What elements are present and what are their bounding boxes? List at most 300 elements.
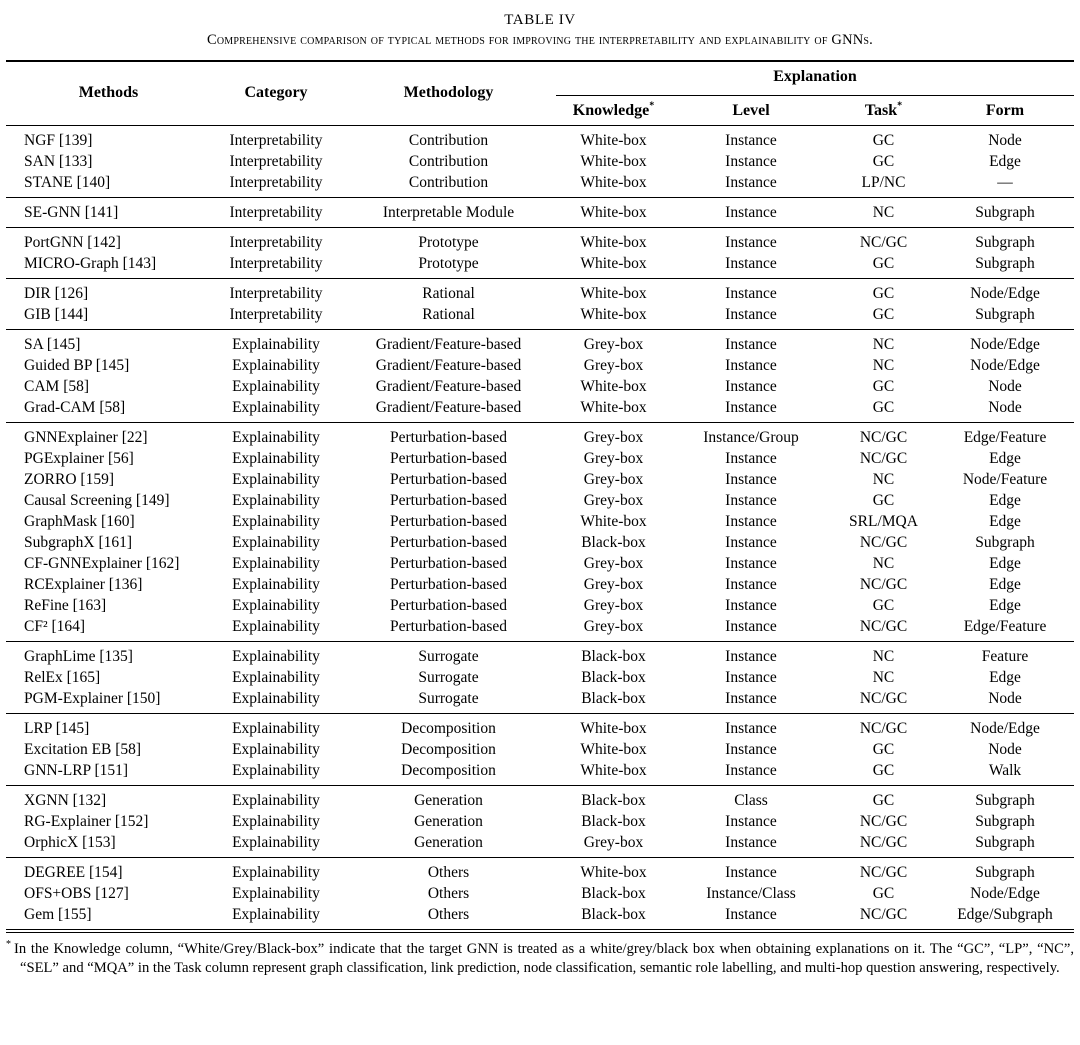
cell-knowledge: White-box <box>580 512 647 530</box>
cell-methodology: Gradient/Feature-based <box>375 356 522 374</box>
cell-methodology: Decomposition <box>401 740 496 758</box>
table-row <box>6 532 1074 553</box>
table-row <box>6 713 1074 739</box>
cell-knowledge: Black-box <box>581 533 646 551</box>
cell-form: Subgraph <box>975 812 1035 830</box>
cell-form: Subgraph <box>975 254 1035 272</box>
cell-task: GC <box>872 791 895 809</box>
cell-task: NC/GC <box>859 617 908 635</box>
cell-task: GC <box>872 254 895 272</box>
cell-method: RCExplainer [136] <box>24 575 143 593</box>
cell-methodology: Generation <box>414 812 483 830</box>
cell-level: Instance <box>725 719 777 737</box>
cell-task: NC/GC <box>859 575 908 593</box>
cell-methodology: Prototype <box>418 233 479 251</box>
cell-method: ZORRO [159] <box>24 470 114 488</box>
cell-task: NC/GC <box>859 689 908 707</box>
header-row-top <box>6 61 1074 95</box>
cell-form: Edge <box>989 554 1021 572</box>
cell-level: Instance <box>725 647 777 665</box>
table-row <box>6 904 1074 931</box>
cell-form: Edge/Subgraph <box>957 905 1053 923</box>
cell-category: Explainability <box>232 812 320 830</box>
cell-form: Edge <box>989 449 1021 467</box>
table-row <box>6 760 1074 786</box>
table-row <box>6 278 1074 304</box>
cell-category: Explainability <box>232 512 320 530</box>
cell-knowledge: White-box <box>580 152 647 170</box>
cell-knowledge: White-box <box>580 719 647 737</box>
cell-knowledge: Black-box <box>581 884 646 902</box>
cell-form: Node <box>988 689 1022 707</box>
table-row <box>6 151 1074 172</box>
cell-level: Instance <box>725 491 777 509</box>
cell-methodology: Perturbation-based <box>389 512 508 530</box>
cell-methodology: Contribution <box>408 173 489 191</box>
cell-method: PortGNN [142] <box>24 233 121 251</box>
table-row <box>6 595 1074 616</box>
cell-method: RelEx [165] <box>24 668 101 686</box>
table-group <box>6 125 1074 197</box>
cell-task: GC <box>872 491 895 509</box>
cell-level: Instance <box>725 131 777 149</box>
cell-level: Instance <box>725 470 777 488</box>
cell-methodology: Gradient/Feature-based <box>375 335 522 353</box>
cell-category: Explainability <box>232 533 320 551</box>
cell-task: NC/GC <box>859 833 908 851</box>
cell-method: DIR [126] <box>24 284 89 302</box>
cell-level: Instance <box>725 617 777 635</box>
table-title: TABLE IV <box>504 12 576 28</box>
cell-knowledge: White-box <box>580 377 647 395</box>
cell-category: Interpretability <box>229 284 323 302</box>
cell-knowledge: White-box <box>580 284 647 302</box>
cell-knowledge: White-box <box>580 131 647 149</box>
cell-level: Instance <box>725 668 777 686</box>
cell-knowledge: Grey-box <box>583 575 644 593</box>
cell-knowledge: Grey-box <box>583 617 644 635</box>
cell-methodology: Surrogate <box>418 647 479 665</box>
cell-task: NC/GC <box>859 812 908 830</box>
cell-method: XGNN [132] <box>24 791 107 809</box>
cell-form: Node <box>988 377 1022 395</box>
cell-category: Explainability <box>232 491 320 509</box>
table-row <box>6 883 1074 904</box>
cell-methodology: Others <box>427 884 470 902</box>
cell-form: Edge <box>989 575 1021 593</box>
cell-form: Subgraph <box>975 833 1035 851</box>
cell-category: Explainability <box>232 428 320 446</box>
cell-task: NC <box>872 356 895 374</box>
cell-task: GC <box>872 398 895 416</box>
column-header-form: Form <box>985 101 1025 119</box>
cell-task: NC/GC <box>859 233 908 251</box>
column-header-explanation: Explanation <box>556 61 1074 95</box>
cell-method: Grad-CAM [58] <box>24 398 126 416</box>
column-header-category: Category <box>244 84 308 102</box>
cell-methodology: Decomposition <box>401 719 496 737</box>
cell-method: RG-Explainer [152] <box>24 812 149 830</box>
cell-category: Interpretability <box>229 203 323 221</box>
table-row <box>6 832 1074 858</box>
cell-method: SubgraphX [161] <box>24 533 133 551</box>
table-row <box>6 641 1074 667</box>
cell-category: Interpretability <box>229 254 323 272</box>
cell-knowledge: White-box <box>580 740 647 758</box>
cell-level: Instance <box>725 863 777 881</box>
table-row <box>6 172 1074 198</box>
cell-level: Instance <box>725 449 777 467</box>
cell-method: OrphicX [153] <box>24 833 116 851</box>
methods-table <box>6 60 1074 933</box>
cell-method: DEGREE [154] <box>24 863 123 881</box>
cell-level: Instance <box>725 335 777 353</box>
cell-category: Explainability <box>232 647 320 665</box>
cell-task: GC <box>872 884 895 902</box>
table-group <box>6 278 1074 329</box>
cell-knowledge: Grey-box <box>583 470 644 488</box>
knowledge-label: Knowledge <box>572 101 650 119</box>
cell-knowledge: White-box <box>580 233 647 251</box>
cell-method: MICRO-Graph [143] <box>24 254 157 272</box>
cell-category: Explainability <box>232 905 320 923</box>
cell-category: Explainability <box>232 335 320 353</box>
cell-level: Instance <box>725 356 777 374</box>
cell-form: Subgraph <box>975 203 1035 221</box>
cell-form: Node <box>988 740 1022 758</box>
cell-method: GIB [144] <box>24 305 89 323</box>
cell-methodology: Perturbation-based <box>389 470 508 488</box>
cell-method: PGM-Explainer [150] <box>24 689 161 707</box>
cell-category: Explainability <box>232 833 320 851</box>
cell-form: Subgraph <box>975 863 1035 881</box>
cell-methodology: Contribution <box>408 131 489 149</box>
cell-category: Explainability <box>232 617 320 635</box>
table-row <box>6 490 1074 511</box>
cell-methodology: Rational <box>422 284 475 302</box>
cell-methodology: Gradient/Feature-based <box>375 377 522 395</box>
cell-form: Edge <box>989 668 1021 686</box>
cell-knowledge: Grey-box <box>583 491 644 509</box>
cell-methodology: Perturbation-based <box>389 449 508 467</box>
cell-method: GraphLime [135] <box>24 647 133 665</box>
cell-form: Subgraph <box>975 791 1035 809</box>
table-row <box>6 739 1074 760</box>
table-group <box>6 785 1074 857</box>
cell-methodology: Generation <box>414 791 483 809</box>
cell-category: Explainability <box>232 863 320 881</box>
cell-task: NC <box>872 335 895 353</box>
cell-category: Explainability <box>232 449 320 467</box>
cell-level: Instance <box>725 833 777 851</box>
table-row <box>6 253 1074 279</box>
cell-task: GC <box>872 740 895 758</box>
cell-method: PGExplainer [56] <box>24 449 134 467</box>
cell-form: Node/Edge <box>970 284 1040 302</box>
cell-form: Edge <box>989 512 1021 530</box>
cell-methodology: Interpretable Module <box>382 203 515 221</box>
cell-form: Node/Edge <box>970 356 1040 374</box>
table-row <box>6 355 1074 376</box>
cell-form: Edge/Feature <box>963 617 1047 635</box>
cell-task: NC <box>872 647 895 665</box>
table-row <box>6 125 1074 151</box>
cell-level: Instance <box>725 596 777 614</box>
cell-knowledge: White-box <box>580 863 647 881</box>
cell-category: Explainability <box>232 596 320 614</box>
cell-task: NC/GC <box>859 719 908 737</box>
cell-category: Explainability <box>232 356 320 374</box>
cell-method: SE-GNN [141] <box>24 203 119 221</box>
cell-knowledge: White-box <box>580 254 647 272</box>
cell-methodology: Surrogate <box>418 689 479 707</box>
footnote-text: In the Knowledge column, “White/Grey/Black-box” indicate that the target GNN is treated as a white/grey/black box when obtaining explanations on it. The “GC”, “LP”, “NC”, “SEL” and “MQA” in the Task column represent graph classification, link prediction, node classification, semantic role labelling, and multi-hop question answering, respectively. <box>14 940 1074 976</box>
cell-method: OFS+OBS [127] <box>24 884 129 902</box>
cell-category: Interpretability <box>229 173 323 191</box>
cell-category: Explainability <box>232 575 320 593</box>
cell-category: Interpretability <box>229 152 323 170</box>
cell-level: Instance <box>725 812 777 830</box>
table-group <box>6 329 1074 422</box>
cell-methodology: Perturbation-based <box>389 617 508 635</box>
cell-knowledge: Grey-box <box>583 833 644 851</box>
cell-task: GC <box>872 761 895 779</box>
cell-level: Instance <box>725 554 777 572</box>
cell-methodology: Perturbation-based <box>389 533 508 551</box>
footnote <box>6 940 1074 978</box>
cell-category: Explainability <box>232 398 320 416</box>
cell-knowledge: White-box <box>580 761 647 779</box>
cell-method: CF² [164] <box>24 617 86 635</box>
cell-method: Excitation EB [58] <box>24 740 142 758</box>
cell-methodology: Perturbation-based <box>389 596 508 614</box>
cell-knowledge: White-box <box>580 173 647 191</box>
cell-category: Explainability <box>232 884 320 902</box>
table-row <box>6 553 1074 574</box>
table-group <box>6 227 1074 278</box>
cell-methodology: Prototype <box>418 254 479 272</box>
cell-category: Interpretability <box>229 305 323 323</box>
cell-knowledge: Grey-box <box>583 554 644 572</box>
cell-methodology: Perturbation-based <box>389 428 508 446</box>
column-header-methodology: Methodology <box>403 84 494 102</box>
cell-form: Node/Edge <box>970 335 1040 353</box>
cell-task: NC/GC <box>859 863 908 881</box>
table-group <box>6 713 1074 785</box>
cell-methodology: Perturbation-based <box>389 554 508 572</box>
table-group <box>6 641 1074 713</box>
table-row <box>6 197 1074 227</box>
cell-task: NC/GC <box>859 449 908 467</box>
cell-task: GC <box>872 377 895 395</box>
table-header <box>6 61 1074 125</box>
cell-method: SA [145] <box>24 335 81 353</box>
cell-method: CAM [58] <box>24 377 90 395</box>
cell-knowledge: Black-box <box>581 905 646 923</box>
cell-task: GC <box>872 305 895 323</box>
cell-category: Explainability <box>232 791 320 809</box>
cell-task: GC <box>872 596 895 614</box>
cell-form: Walk <box>988 761 1022 779</box>
cell-level: Instance <box>725 152 777 170</box>
table-group <box>6 197 1074 227</box>
table-row <box>6 616 1074 642</box>
cell-methodology: Contribution <box>408 152 489 170</box>
cell-method: CF-GNNExplainer [162] <box>24 554 180 572</box>
cell-level: Instance <box>725 305 777 323</box>
cell-level: Instance <box>725 689 777 707</box>
cell-form: Node/Feature <box>962 470 1048 488</box>
cell-knowledge: White-box <box>580 203 647 221</box>
cell-method: GNNExplainer [22] <box>24 428 148 446</box>
cell-knowledge: Grey-box <box>583 449 644 467</box>
cell-category: Interpretability <box>229 131 323 149</box>
cell-knowledge: Black-box <box>581 668 646 686</box>
cell-form: Edge <box>989 152 1021 170</box>
table-caption: Comprehensive comparison of typical methods for improving the interpretability and explainability of GNNs. <box>206 32 874 48</box>
cell-level: Instance <box>725 203 777 221</box>
table-row <box>6 574 1074 595</box>
cell-method: STANE [140] <box>24 173 111 191</box>
table-row <box>6 304 1074 330</box>
cell-task: LP/NC <box>861 173 906 191</box>
cell-category: Explainability <box>232 554 320 572</box>
cell-level: Instance <box>725 761 777 779</box>
cell-level: Instance/Group <box>703 428 799 446</box>
table-row <box>6 511 1074 532</box>
table-row <box>6 329 1074 355</box>
cell-task: NC <box>872 668 895 686</box>
cell-method: LRP [145] <box>24 719 90 737</box>
cell-level: Instance <box>725 284 777 302</box>
cell-form: Edge <box>989 491 1021 509</box>
cell-knowledge: Grey-box <box>583 356 644 374</box>
cell-method: ReFine [163] <box>24 596 107 614</box>
cell-form: Node <box>988 398 1022 416</box>
cell-knowledge: Grey-box <box>583 428 644 446</box>
cell-task: NC <box>872 203 895 221</box>
cell-knowledge: White-box <box>580 398 647 416</box>
cell-category: Explainability <box>232 377 320 395</box>
cell-category: Explainability <box>232 761 320 779</box>
cell-method: Gem [155] <box>24 905 92 923</box>
cell-form: Node <box>988 131 1022 149</box>
table-row <box>6 811 1074 832</box>
column-header-task <box>831 95 936 125</box>
table-row <box>6 376 1074 397</box>
cell-methodology: Others <box>427 863 470 881</box>
cell-knowledge: Black-box <box>581 791 646 809</box>
cell-methodology: Perturbation-based <box>389 491 508 509</box>
cell-form: Subgraph <box>975 305 1035 323</box>
table-row <box>6 422 1074 448</box>
cell-task: NC <box>872 470 895 488</box>
cell-knowledge: White-box <box>580 305 647 323</box>
cell-knowledge: Black-box <box>581 812 646 830</box>
table-row <box>6 397 1074 423</box>
table-row <box>6 857 1074 883</box>
cell-methodology: Perturbation-based <box>389 575 508 593</box>
table-row <box>6 469 1074 490</box>
cell-task: GC <box>872 284 895 302</box>
cell-task: SRL/MQA <box>849 512 918 530</box>
cell-task: GC <box>872 152 895 170</box>
table-group <box>6 857 1074 931</box>
cell-category: Explainability <box>232 470 320 488</box>
cell-category: Interpretability <box>229 233 323 251</box>
cell-level: Instance <box>725 233 777 251</box>
cell-methodology: Gradient/Feature-based <box>375 398 522 416</box>
cell-knowledge: Black-box <box>581 647 646 665</box>
cell-methodology: Rational <box>422 305 475 323</box>
cell-form: Node/Edge <box>970 884 1040 902</box>
cell-category: Explainability <box>232 689 320 707</box>
cell-form: Feature <box>981 647 1029 665</box>
cell-knowledge: Grey-box <box>583 335 644 353</box>
cell-form: Edge/Feature <box>963 428 1047 446</box>
cell-form: Subgraph <box>975 233 1035 251</box>
cell-task: NC/GC <box>859 905 908 923</box>
footnote-marker: * <box>6 938 11 950</box>
column-header-methods: Methods <box>78 84 139 102</box>
cell-methodology: Decomposition <box>401 761 496 779</box>
cell-level: Instance/Class <box>706 884 796 902</box>
cell-method: GNN-LRP [151] <box>24 761 129 779</box>
table-row <box>6 227 1074 253</box>
column-header-knowledge <box>556 95 671 125</box>
cell-task: NC <box>872 554 895 572</box>
cell-method: Guided BP [145] <box>24 356 130 374</box>
cell-category: Explainability <box>232 740 320 758</box>
cell-methodology: Others <box>427 905 470 923</box>
cell-knowledge: Black-box <box>581 689 646 707</box>
knowledge-asterisk: * <box>649 100 655 112</box>
cell-form: — <box>997 173 1013 191</box>
cell-form: Subgraph <box>975 533 1035 551</box>
cell-task: NC/GC <box>859 533 908 551</box>
cell-level: Instance <box>725 512 777 530</box>
cell-level: Instance <box>725 575 777 593</box>
cell-level: Instance <box>725 740 777 758</box>
cell-task: NC/GC <box>859 428 908 446</box>
cell-level: Instance <box>725 533 777 551</box>
cell-form: Edge <box>989 596 1021 614</box>
cell-form: Node/Edge <box>970 719 1040 737</box>
cell-method: SAN [133] <box>24 152 93 170</box>
cell-level: Instance <box>725 254 777 272</box>
cell-knowledge: Grey-box <box>583 596 644 614</box>
task-label: Task <box>864 101 898 119</box>
cell-method: NGF [139] <box>24 131 93 149</box>
cell-task: GC <box>872 131 895 149</box>
column-header-level: Level <box>732 101 770 119</box>
cell-level: Class <box>734 791 768 809</box>
table-group <box>6 422 1074 641</box>
cell-category: Explainability <box>232 668 320 686</box>
table-row <box>6 785 1074 811</box>
cell-category: Explainability <box>232 719 320 737</box>
table-row <box>6 448 1074 469</box>
table-row <box>6 688 1074 714</box>
cell-method: Causal Screening [149] <box>24 491 170 509</box>
cell-level: Instance <box>725 905 777 923</box>
table-row <box>6 667 1074 688</box>
cell-methodology: Surrogate <box>418 668 479 686</box>
task-asterisk: * <box>897 100 903 112</box>
cell-level: Instance <box>725 398 777 416</box>
cell-level: Instance <box>725 377 777 395</box>
cell-level: Instance <box>725 173 777 191</box>
